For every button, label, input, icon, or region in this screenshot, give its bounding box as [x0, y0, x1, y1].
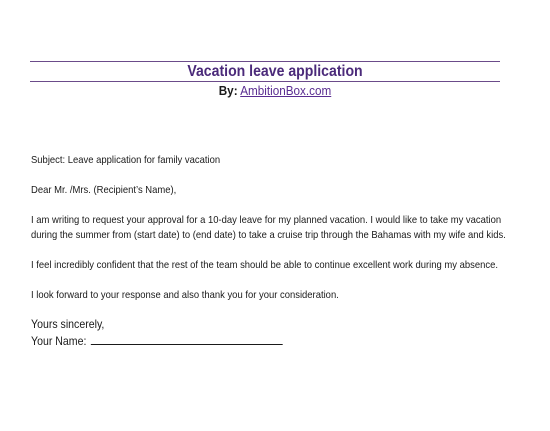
- paragraph-3: I look forward to your response and also thank you for your consideration.: [31, 289, 339, 301]
- document-title: Vacation leave application: [187, 63, 363, 80]
- name-label: Your Name:: [31, 334, 87, 348]
- header-top-rule: [30, 61, 500, 62]
- header-bottom-rule: [30, 81, 500, 82]
- signature-block: [31, 332, 283, 349]
- byline-label: By:: [218, 83, 238, 98]
- closing-line: Yours sincerely,: [31, 317, 105, 331]
- byline: [28, 83, 523, 99]
- paragraph-1-line-1: I am writing to request your approval for a 10-day leave for my planned vacation. I would like to take my vacation: [31, 214, 502, 226]
- name-blank-line: [91, 332, 283, 345]
- paragraph-1-line-2: during the summer from (start date) to (end date) to take a cruise trip through the Bahamas with my wife and kids.: [31, 229, 506, 241]
- salutation: Dear Mr. /Mrs. (Recipient’s Name),: [31, 184, 177, 196]
- source-link[interactable]: AmbitionBox.com: [240, 83, 332, 98]
- subject-line: Subject: Leave application for family vacation: [31, 154, 221, 166]
- paragraph-2: I feel incredibly confident that the rest of the team should be able to continue excellent work during my absence.: [31, 259, 499, 271]
